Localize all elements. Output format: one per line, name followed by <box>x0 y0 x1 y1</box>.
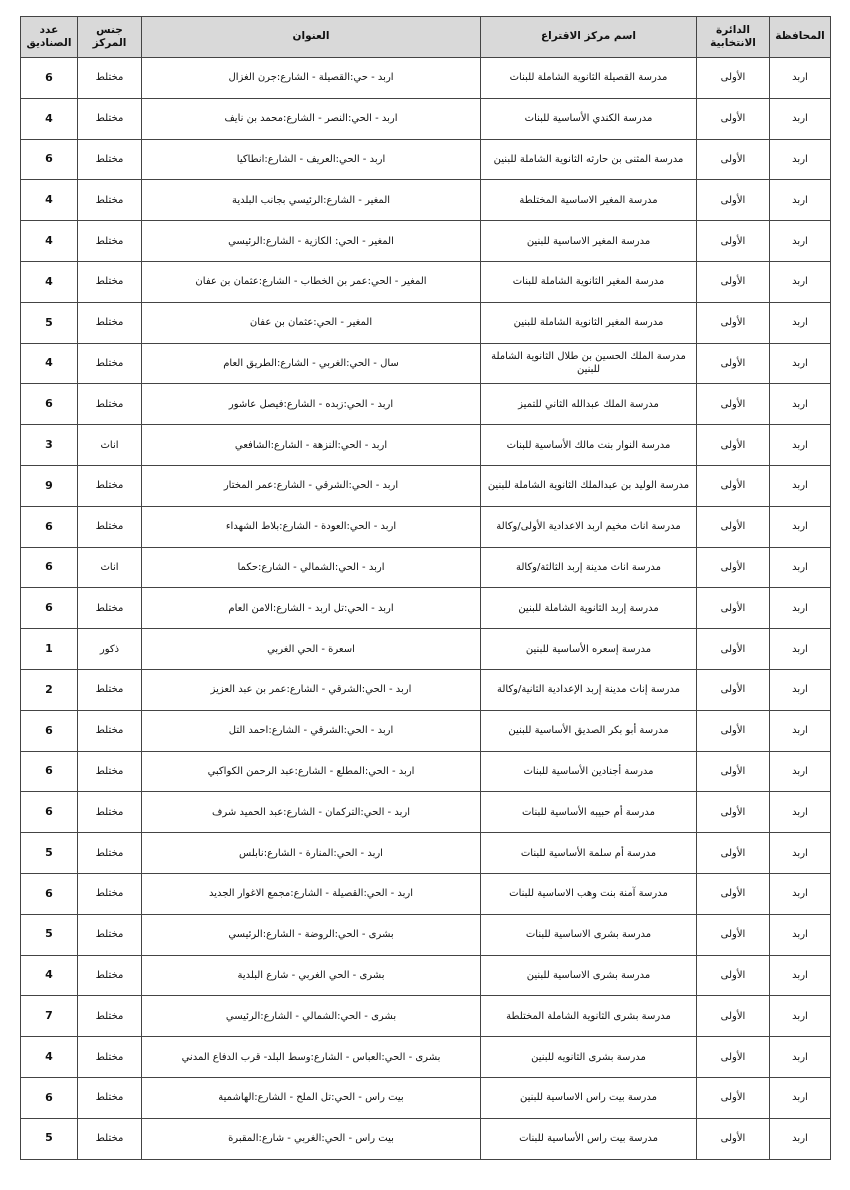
table-row <box>21 914 831 955</box>
cell-gender: مختلط <box>78 751 142 792</box>
cell-school: مدرسة المثنى بن حارثه الثانوية الشاملة للبنين <box>481 139 697 180</box>
cell-governorate: اربد <box>770 873 831 914</box>
cell-gender: مختلط <box>78 873 142 914</box>
cell-address: اربد - الحي:المنارة - الشارع:نابلس <box>142 833 481 874</box>
cell-school: مدرسة إناث مدينة إربد الإعدادية الثانية/وكالة <box>481 669 697 710</box>
cell-governorate: اربد <box>770 98 831 139</box>
table-row <box>21 343 831 384</box>
cell-address: المغير - الحي:عمر بن الخطاب - الشارع:عثمان بن عفان <box>142 261 481 302</box>
cell-boxes: 4 <box>21 261 78 302</box>
cell-governorate: اربد <box>770 629 831 670</box>
cell-governorate: اربد <box>770 996 831 1037</box>
cell-address: اربد - الحي:النصر - الشارع:محمد بن نايف <box>142 98 481 139</box>
table-row <box>21 547 831 588</box>
header-row <box>21 17 831 58</box>
table-row <box>21 1037 831 1078</box>
cell-governorate: اربد <box>770 751 831 792</box>
cell-district: الأولى <box>697 1118 770 1159</box>
cell-gender: مختلط <box>78 506 142 547</box>
cell-boxes: 2 <box>21 669 78 710</box>
cell-address: اربد - الحي:القصيلة - الشارع:مجمع الاغوار الجديد <box>142 873 481 914</box>
table-row <box>21 1118 831 1159</box>
cell-address: اربد - الحي:الشرقي - الشارع:احمد التل <box>142 710 481 751</box>
cell-school: مدرسة بشرى الثانويه للبنين <box>481 1037 697 1078</box>
cell-address: بشرى - الحي:العباس - الشارع:وسط البلد- قرب الدفاع المدني <box>142 1037 481 1078</box>
cell-district: الأولى <box>697 547 770 588</box>
cell-governorate: اربد <box>770 261 831 302</box>
cell-address: اربد - الحي:النزهة - الشارع:الشافعي <box>142 425 481 466</box>
cell-governorate: اربد <box>770 58 831 99</box>
cell-boxes: 6 <box>21 1077 78 1118</box>
table-row <box>21 792 831 833</box>
cell-governorate: اربد <box>770 955 831 996</box>
cell-governorate: اربد <box>770 669 831 710</box>
cell-school: مدرسة أبو بكر الصديق الأساسية للبنين <box>481 710 697 751</box>
cell-boxes: 5 <box>21 833 78 874</box>
cell-school: مدرسة المغير الاساسية المختلطة <box>481 180 697 221</box>
cell-governorate: اربد <box>770 221 831 262</box>
cell-gender: مختلط <box>78 465 142 506</box>
table-row <box>21 465 831 506</box>
cell-district: الأولى <box>697 833 770 874</box>
cell-boxes: 6 <box>21 384 78 425</box>
cell-boxes: 1 <box>21 629 78 670</box>
cell-school: مدرسة بشرى الاساسية للبنين <box>481 955 697 996</box>
cell-gender: مختلط <box>78 343 142 384</box>
cell-school: مدرسة إربد الثانوية الشاملة للبنين <box>481 588 697 629</box>
table-row <box>21 139 831 180</box>
cell-district: الأولى <box>697 710 770 751</box>
cell-school: مدرسة المغير الثانوية الشاملة للبنات <box>481 261 697 302</box>
cell-gender: مختلط <box>78 98 142 139</box>
cell-district: الأولى <box>697 955 770 996</box>
cell-boxes: 6 <box>21 58 78 99</box>
cell-district: الأولى <box>697 629 770 670</box>
cell-boxes: 5 <box>21 914 78 955</box>
table-row <box>21 833 831 874</box>
cell-district: الأولى <box>697 343 770 384</box>
cell-address: المغير - الشارع:الرئيسي بجانب البلدية <box>142 180 481 221</box>
table-row <box>21 751 831 792</box>
cell-boxes: 6 <box>21 139 78 180</box>
header-governorate: المحافظة <box>770 17 831 58</box>
table-row <box>21 98 831 139</box>
cell-governorate: اربد <box>770 425 831 466</box>
cell-district: الأولى <box>697 384 770 425</box>
cell-school: مدرسة الوليد بن عبدالملك الثانوية الشاملة للبنين <box>481 465 697 506</box>
cell-gender: مختلط <box>78 1037 142 1078</box>
cell-governorate: اربد <box>770 914 831 955</box>
header-gender: جنس المركز <box>78 17 142 58</box>
cell-school: مدرسة المغير الاساسية للبنين <box>481 221 697 262</box>
cell-district: الأولى <box>697 221 770 262</box>
cell-governorate: اربد <box>770 139 831 180</box>
cell-district: الأولى <box>697 465 770 506</box>
cell-gender: مختلط <box>78 139 142 180</box>
cell-address: بشرى - الحي:الروضة - الشارع:الرئيسي <box>142 914 481 955</box>
table-row <box>21 261 831 302</box>
cell-address: اربد - حي:القصيلة - الشارع:جرن الغزال <box>142 58 481 99</box>
cell-governorate: اربد <box>770 833 831 874</box>
cell-governorate: اربد <box>770 302 831 343</box>
cell-school: مدرسة إسعره الأساسية للبنين <box>481 629 697 670</box>
cell-boxes: 4 <box>21 221 78 262</box>
cell-district: الأولى <box>697 1077 770 1118</box>
cell-boxes: 4 <box>21 343 78 384</box>
cell-school: مدرسة النوار بنت مالك الأساسية للبنات <box>481 425 697 466</box>
table-row <box>21 710 831 751</box>
cell-address: اربد - الحي:زبده - الشارع:فيصل عاشور <box>142 384 481 425</box>
cell-gender: ذكور <box>78 629 142 670</box>
cell-school: مدرسة آمنة بنت وهب الاساسية للبنات <box>481 873 697 914</box>
cell-governorate: اربد <box>770 588 831 629</box>
cell-district: الأولى <box>697 1037 770 1078</box>
cell-gender: مختلط <box>78 180 142 221</box>
cell-address: بشرى - الحي:الشمالي - الشارع:الرئيسي <box>142 996 481 1037</box>
cell-boxes: 6 <box>21 792 78 833</box>
table-row <box>21 58 831 99</box>
cell-school: مدرسة بشرى الثانوية الشاملة المختلطة <box>481 996 697 1037</box>
table-row <box>21 302 831 343</box>
polling-centers-table <box>20 16 831 1160</box>
cell-gender: مختلط <box>78 384 142 425</box>
cell-district: الأولى <box>697 425 770 466</box>
cell-school: مدرسة اناث مدينة إربد الثالثة/وكالة <box>481 547 697 588</box>
cell-boxes: 6 <box>21 873 78 914</box>
cell-address: اسعرة - الحي الغربي <box>142 629 481 670</box>
cell-district: الأولى <box>697 792 770 833</box>
cell-school: مدرسة بيت راس الأساسية للبنات <box>481 1118 697 1159</box>
cell-boxes: 5 <box>21 302 78 343</box>
table-row <box>21 180 831 221</box>
cell-school: مدرسة الملك عبدالله الثاني للتميز <box>481 384 697 425</box>
header-district: الدائرة الانتخابية <box>697 17 770 58</box>
cell-school: مدرسة الملك الحسين بن طلال الثانوية الشاملة للبنين <box>481 343 697 384</box>
cell-address: اربد - الحي:المطلع - الشارع:عبد الرحمن الكواكبي <box>142 751 481 792</box>
cell-gender: مختلط <box>78 1077 142 1118</box>
table-row <box>21 588 831 629</box>
cell-governorate: اربد <box>770 792 831 833</box>
cell-school: مدرسة بشرى الاساسية للبنات <box>481 914 697 955</box>
cell-governorate: اربد <box>770 343 831 384</box>
table-body <box>21 58 831 1160</box>
cell-governorate: اربد <box>770 1118 831 1159</box>
cell-address: بشرى - الحي الغربي - شارع البلدية <box>142 955 481 996</box>
cell-district: الأولى <box>697 506 770 547</box>
cell-school: مدرسة أجنادين الأساسية للبنات <box>481 751 697 792</box>
cell-gender: مختلط <box>78 955 142 996</box>
table-row <box>21 384 831 425</box>
cell-school: مدرسة المغير الثانوية الشاملة للبنين <box>481 302 697 343</box>
cell-boxes: 5 <box>21 1118 78 1159</box>
cell-district: الأولى <box>697 914 770 955</box>
cell-boxes: 6 <box>21 751 78 792</box>
cell-district: الأولى <box>697 98 770 139</box>
table-row <box>21 996 831 1037</box>
cell-gender: مختلط <box>78 302 142 343</box>
cell-boxes: 6 <box>21 710 78 751</box>
cell-gender: مختلط <box>78 261 142 302</box>
cell-governorate: اربد <box>770 547 831 588</box>
cell-governorate: اربد <box>770 180 831 221</box>
table-row <box>21 629 831 670</box>
cell-district: الأولى <box>697 261 770 302</box>
cell-boxes: 4 <box>21 98 78 139</box>
cell-district: الأولى <box>697 58 770 99</box>
header-boxes: عدد الصناديق <box>21 17 78 58</box>
cell-district: الأولى <box>697 180 770 221</box>
cell-address: اربد - الحي:الشرقي - الشارع:عمر المختار <box>142 465 481 506</box>
table-row <box>21 425 831 466</box>
cell-gender: مختلط <box>78 792 142 833</box>
cell-boxes: 6 <box>21 588 78 629</box>
cell-address: اربد - الحي:العودة - الشارع:بلاط الشهداء <box>142 506 481 547</box>
cell-boxes: 4 <box>21 1037 78 1078</box>
cell-district: الأولى <box>697 302 770 343</box>
cell-address: اربد - الحي:تل اربد - الشارع:الامن العام <box>142 588 481 629</box>
cell-district: الأولى <box>697 751 770 792</box>
cell-gender: مختلط <box>78 1118 142 1159</box>
header-address: العنوان <box>142 17 481 58</box>
cell-gender: مختلط <box>78 221 142 262</box>
cell-boxes: 7 <box>21 996 78 1037</box>
cell-gender: مختلط <box>78 996 142 1037</box>
cell-address: اربد - الحي:العريف - الشارع:انطاكيا <box>142 139 481 180</box>
cell-address: بيت راس - الحي:تل الملح - الشارع:الهاشمية <box>142 1077 481 1118</box>
cell-school: مدرسة أم سلمة الأساسية للبنات <box>481 833 697 874</box>
cell-address: المغير - الحي:عثمان بن عفان <box>142 302 481 343</box>
cell-address: المغير - الحي: الكازية - الشارع:الرئيسي <box>142 221 481 262</box>
table-row <box>21 955 831 996</box>
cell-boxes: 6 <box>21 506 78 547</box>
cell-boxes: 4 <box>21 955 78 996</box>
cell-school: مدرسة الكندي الأساسية للبنات <box>481 98 697 139</box>
cell-address: اربد - الحي:الشمالي - الشارع:حكما <box>142 547 481 588</box>
cell-school: مدرسة أم حبيبه الأساسية للبنات <box>481 792 697 833</box>
cell-boxes: 6 <box>21 547 78 588</box>
cell-district: الأولى <box>697 873 770 914</box>
table-row <box>21 221 831 262</box>
table-row <box>21 873 831 914</box>
cell-gender: مختلط <box>78 669 142 710</box>
cell-district: الأولى <box>697 139 770 180</box>
cell-boxes: 4 <box>21 180 78 221</box>
cell-governorate: اربد <box>770 506 831 547</box>
cell-governorate: اربد <box>770 710 831 751</box>
cell-school: مدرسة القصيلة الثانوية الشاملة للبنات <box>481 58 697 99</box>
table-row <box>21 1077 831 1118</box>
cell-gender: مختلط <box>78 710 142 751</box>
cell-gender: مختلط <box>78 588 142 629</box>
cell-gender: اناث <box>78 547 142 588</box>
table-header <box>21 17 831 58</box>
cell-school: مدرسة اناث مخيم اربد الاعدادية الأولى/وكالة <box>481 506 697 547</box>
cell-governorate: اربد <box>770 384 831 425</box>
header-school: اسم مركز الاقتراع <box>481 17 697 58</box>
cell-school: مدرسة بيت راس الاساسية للبنين <box>481 1077 697 1118</box>
cell-governorate: اربد <box>770 465 831 506</box>
cell-address: سال - الحي:الغربي - الشارع:الطريق العام <box>142 343 481 384</box>
cell-gender: مختلط <box>78 833 142 874</box>
cell-governorate: اربد <box>770 1037 831 1078</box>
cell-boxes: 9 <box>21 465 78 506</box>
cell-district: الأولى <box>697 588 770 629</box>
cell-governorate: اربد <box>770 1077 831 1118</box>
cell-district: الأولى <box>697 669 770 710</box>
table-row <box>21 669 831 710</box>
cell-address: بيت راس - الحي:الغربي - شارع:المقبرة <box>142 1118 481 1159</box>
cell-gender: مختلط <box>78 914 142 955</box>
cell-district: الأولى <box>697 996 770 1037</box>
cell-address: اربد - الحي:الشرقي - الشارع:عمر بن عبد العزيز <box>142 669 481 710</box>
cell-gender: اناث <box>78 425 142 466</box>
cell-boxes: 3 <box>21 425 78 466</box>
cell-gender: مختلط <box>78 58 142 99</box>
cell-address: اربد - الحي:التركمان - الشارع:عبد الحميد شرف <box>142 792 481 833</box>
table-row <box>21 506 831 547</box>
